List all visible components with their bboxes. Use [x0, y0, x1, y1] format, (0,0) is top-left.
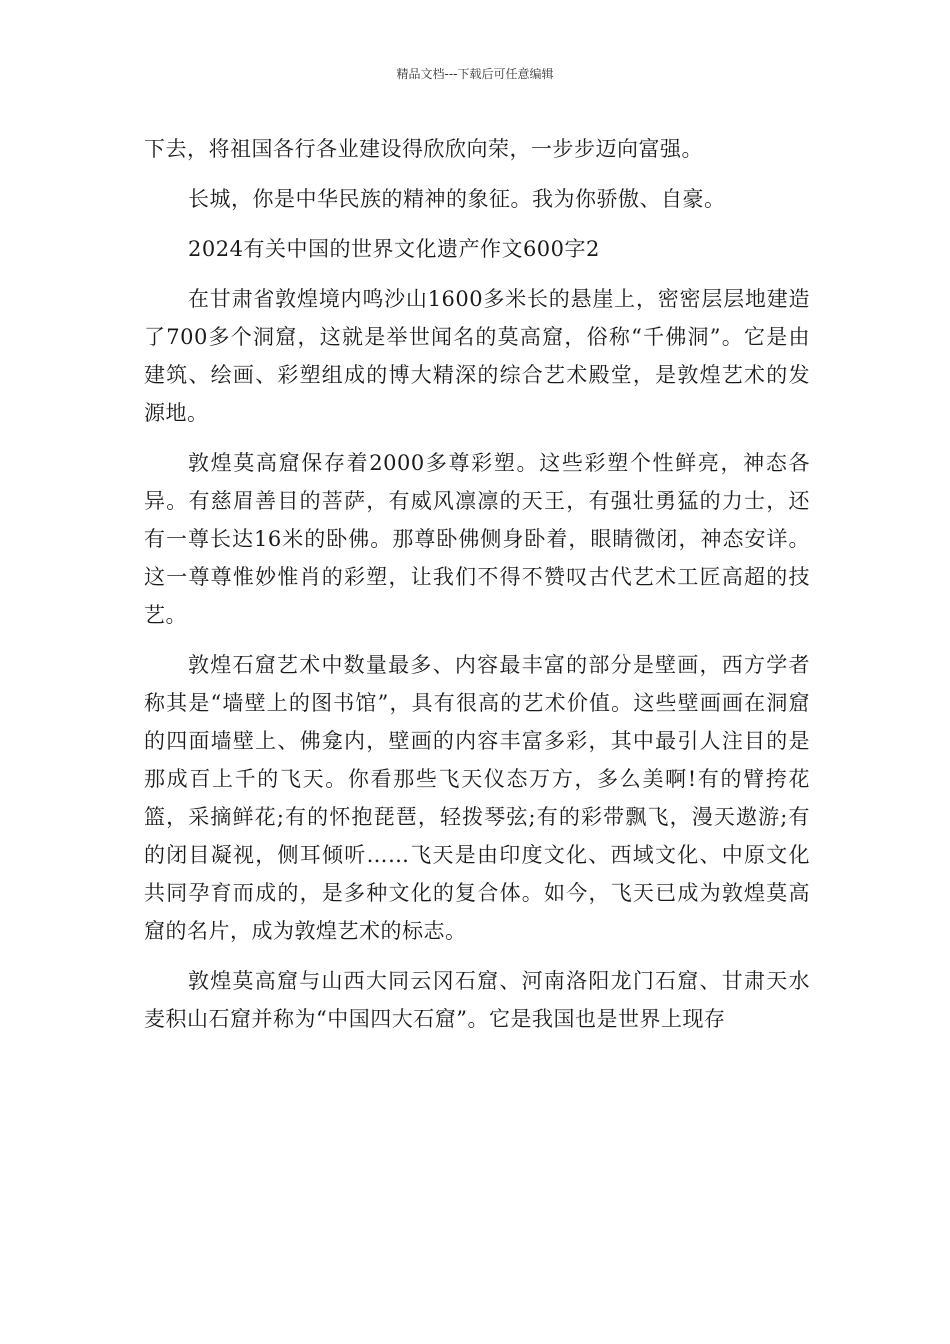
document-body [144, 130, 810, 1038]
essay-title: 2024有关中国的世界文化遗产作文600字2 [188, 237, 600, 261]
paragraph-mogao-intro: 在甘肃省敦煌境内鸣沙山1600多米长的悬崖上，密密层层地建造了700多个洞窟，这就是举世闻名的莫高窟，俗称“千佛洞”。它是由建筑、绘画、彩塑组成的博大精深的综合艺术殿堂，是敦煌艺术的发源地。 [144, 287, 810, 425]
page-header: 精品文档---下载后可任意编辑 [396, 67, 554, 81]
paragraph-continuation: 下去，将祖国各行各业建设得欣欣向荣，一步步迈向富强。 [144, 137, 703, 161]
paragraph-great-wall: 长城，你是中华民族的精神的象征。我为你骄傲、自豪。 [188, 187, 726, 211]
paragraph-sculptures: 敦煌莫高窟保存着2000多尊彩塑。这些彩塑个性鲜亮，神态各异。有慈眉善目的菩萨，有威风凛凛的天王，有强壮勇猛的力士，还有一尊长达16米的卧佛。那尊卧佛侧身卧着，眼睛微闭，神态安详。这一尊尊惟妙惟肖的彩塑，让我们不得不赞叹古代艺术工匠高超的技艺。 [144, 451, 810, 627]
paragraph-murals: 敦煌石窟艺术中数量最多、内容最丰富的部分是壁画，西方学者称其是“墙壁上的图书馆”，具有很高的艺术价值。这些壁画画在洞窟的四面墙壁上、佛龛内，壁画的内容丰富多彩，其中最引人注目的是那成百上千的飞天。你看那些飞天仪态万方，多么美啊!有的臂挎花篮，采摘鲜花;有的怀抱琵琶，轻拨琴弦;有的彩带飘飞，漫天遨游;有的闭目凝视，侧耳倾听……飞天是由印度文化、西域文化、中原文化共同孕育而成的，是多种文化的复合体。如今，飞天已成为敦煌莫高窟的名片，成为敦煌艺术的标志。 [144, 653, 810, 943]
paragraph-four-grottoes: 敦煌莫高窟与山西大同云冈石窟、河南洛阳龙门石窟、甘肃天水麦积山石窟并称为“中国四大石窟”。它是我国也是世界上现存 [144, 969, 810, 1031]
